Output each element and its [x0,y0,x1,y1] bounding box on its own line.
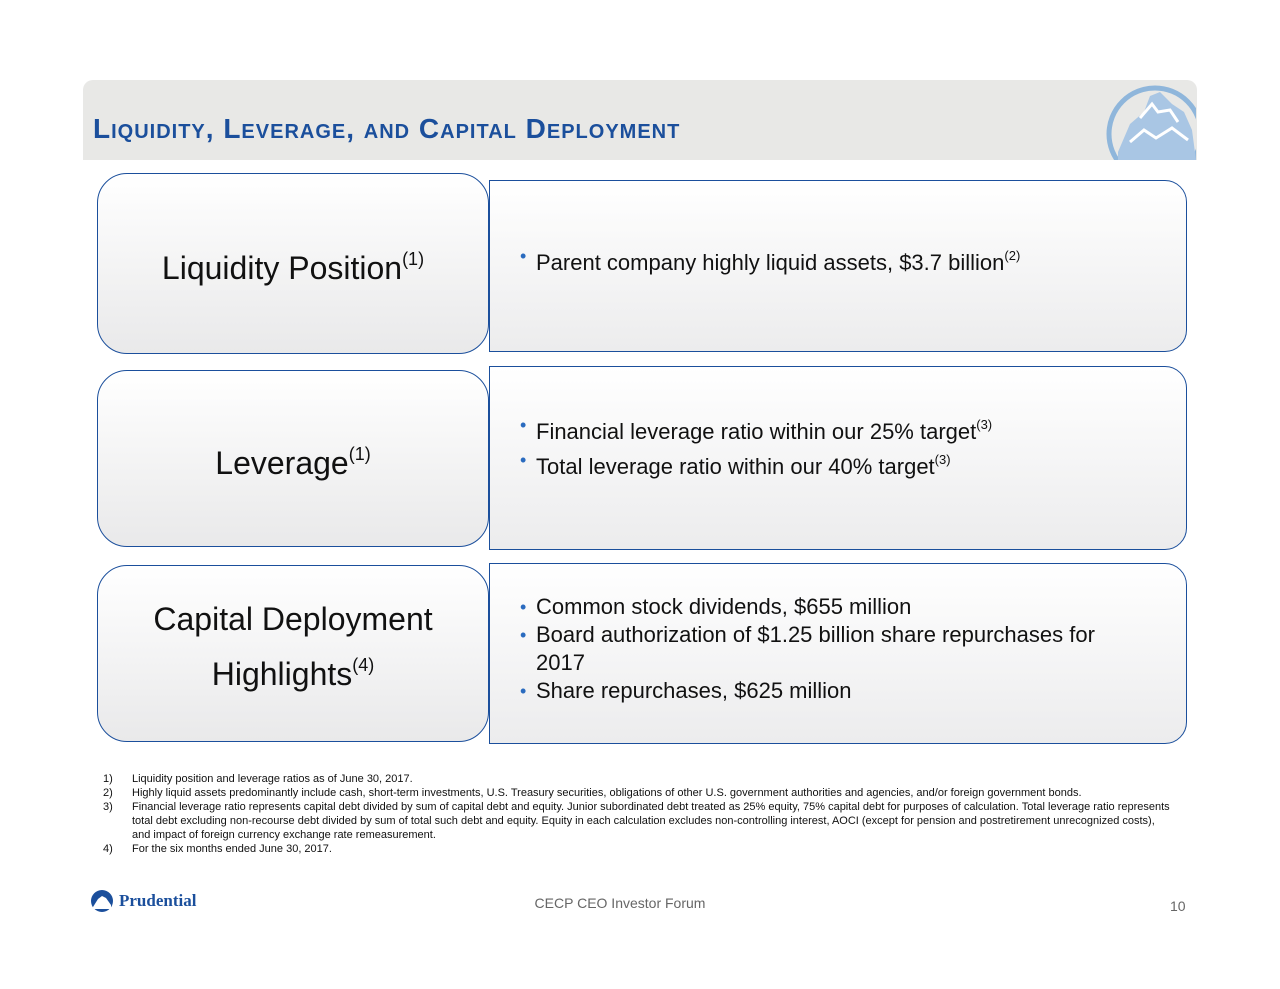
page-title: Liquidity, Leverage, and Capital Deployment [93,113,681,144]
footnote: 4) For the six months ended June 30, 2017. [103,843,332,855]
liquidity-details-box [489,180,1187,352]
footnote: 1) Liquidity position and leverage ratios as of June 30, 2017. [103,773,413,785]
bullet-icon: • [520,596,527,617]
footnotes [103,772,1173,856]
bullet-icon: • [520,415,527,435]
list-item: • Share repurchases, $625 million [520,677,852,703]
page-number: 10 [1170,898,1186,914]
list-item: • Financial leverage ratio within our 25% target$^{(3)}$ [520,411,1186,446]
bullet-icon: • [520,245,527,266]
leverage-box [97,370,489,547]
bullet-icon: • [520,680,527,701]
liquidity-position-box [97,173,489,354]
footnote: 3) Financial leverage ratio represents capital debt divided by sum of capital debt and equity. Junior subordinated debt treated as 25% equity, 75% capital debt for purposes of calculation. Total leverage ratio represents total debt excluding non-recourse debt divided by sum of total such debt and equity. Equity in each calculation excludes non-controlling interest, AOCI (except for pension and postretirement unrecognized costs), and impact of foreign currency exchange rate remeasurement. [103,801,1170,841]
capital-deployment-box [97,565,489,742]
section-heading: Capital Deployment Highlights$^{(4)}$ [153,601,433,692]
leverage-details-box [489,366,1187,550]
list-item: • Parent company highly liquid assets, $3.7 billion$^{(2)}$ [520,242,1186,277]
footnote: 2) Highly liquid assets predominantly include cash, short-term investments, U.S. Treasury securities, obligations of other U.S. government authorities and agencies, and/or foreign government bonds. [103,787,1082,799]
bullet-icon: • [520,624,527,645]
list-item: • Board authorization of $1.25 billion share repurchases for 2017 [520,621,1095,675]
brand-name: Prudential [119,891,197,910]
footer-text: CECP CEO Investor Forum [534,895,706,911]
section-heading: Leverage$^{(1)}$ [215,444,371,481]
capital-deployment-details-box [489,563,1187,744]
bullet-icon: • [520,450,527,470]
list-item: • Common stock dividends, $655 million [520,593,912,619]
rock-logo-icon [1100,82,1196,160]
section-heading: Liquidity Position$^{(1)}$ [161,249,425,286]
list-item: • Total leverage ratio within our 40% target$^{(3)}$ [520,446,1186,481]
